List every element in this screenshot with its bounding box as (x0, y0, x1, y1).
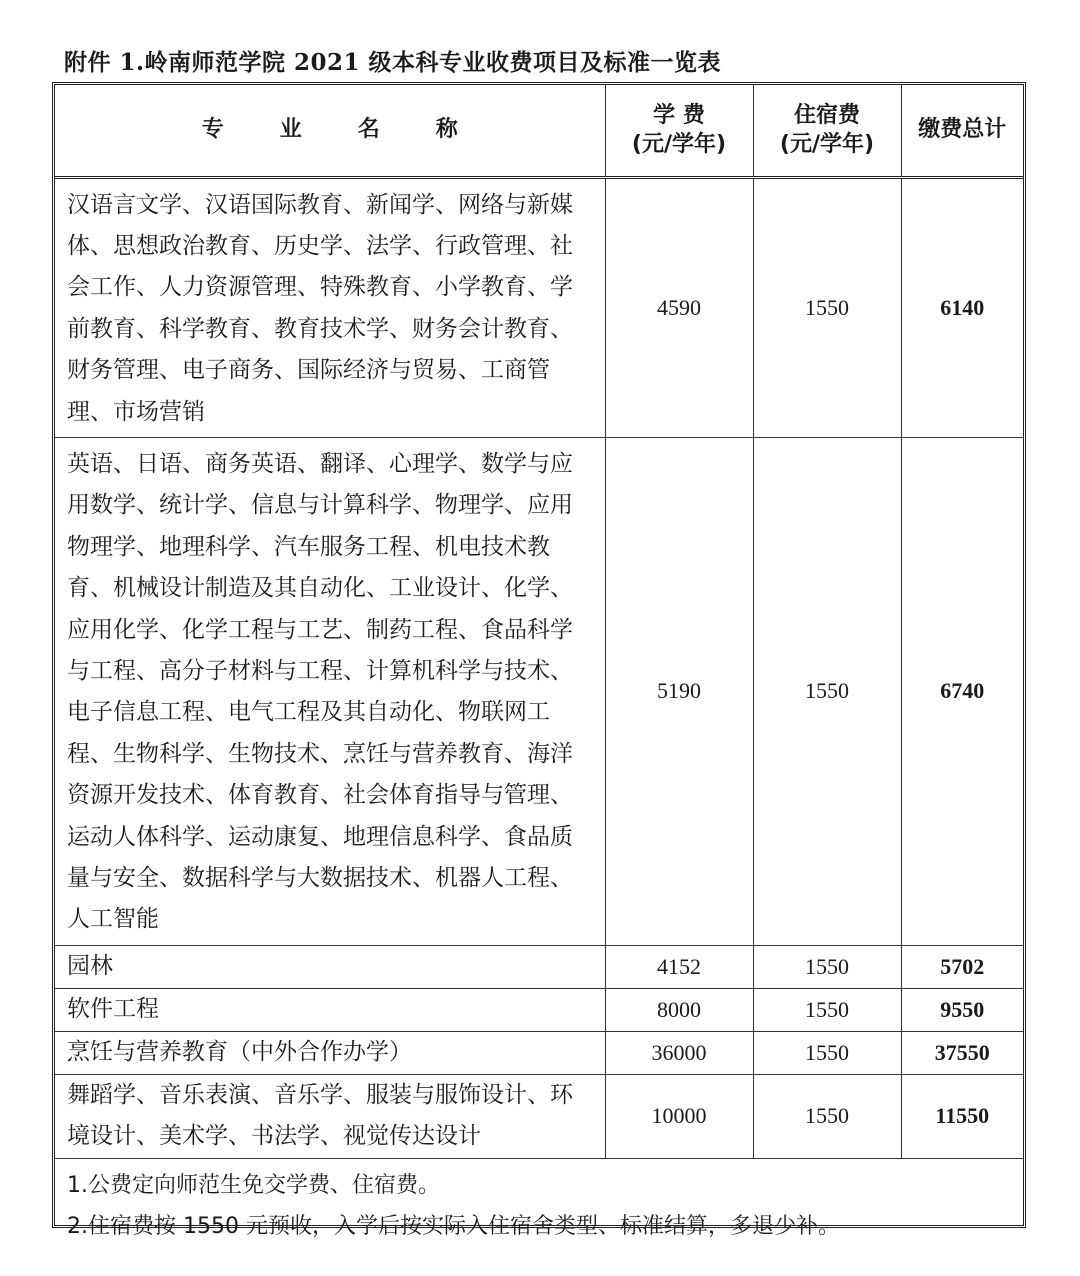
major-list-cell: 园林 (55, 945, 605, 988)
note-2: 2.住宿费按 1550 元预收，入学后按实际入住宿舍类型、标准结算，多退少补。 (67, 1213, 840, 1239)
table-header-row (55, 85, 1023, 177)
major-list-cell: 烹饪与营养教育（中外合作办学） (55, 1031, 605, 1074)
note-1: 1.公费定向师范生免交学费、住宿费。 (67, 1172, 440, 1198)
dorm-fee-cell: 1550 (753, 945, 901, 988)
total-fee-cell: 6740 (901, 437, 1023, 945)
dorm-fee-cell: 1550 (753, 177, 901, 437)
dorm-fee-cell: 1550 (753, 1074, 901, 1158)
notes-row (55, 1158, 1023, 1251)
total-fee-cell: 11550 (901, 1074, 1023, 1158)
header-dorm (753, 85, 901, 177)
tuition-cell: 8000 (605, 988, 753, 1031)
header-major-label: 专业名称 (201, 117, 514, 143)
fee-table-container (52, 82, 1026, 1239)
tuition-cell: 10000 (605, 1074, 753, 1158)
notes-cell (55, 1158, 1023, 1251)
tuition-cell: 4590 (605, 177, 753, 437)
tuition-cell: 5190 (605, 437, 753, 945)
header-tuition-unit: (元/学年) (631, 132, 727, 158)
header-tuition (605, 85, 753, 177)
tuition-cell: 36000 (605, 1031, 753, 1074)
fee-table (55, 85, 1023, 1251)
dorm-fee-cell: 1550 (753, 988, 901, 1031)
tuition-cell: 4152 (605, 945, 753, 988)
table-row (55, 1031, 1023, 1074)
total-fee-cell: 6140 (901, 177, 1023, 437)
major-list-cell: 汉语言文学、汉语国际教育、新闻学、网络与新媒体、思想政治教育、历史学、法学、行政管理、社会工作、人力资源管理、特殊教育、小学教育、学前教育、科学教育、教育技术学、财务会计教育、财务管理、电子商务、国际经济与贸易、工商管理、市场营销 (55, 177, 605, 437)
total-fee-cell: 5702 (901, 945, 1023, 988)
header-major (55, 85, 605, 177)
header-tuition-label: 学 费 (653, 102, 705, 128)
major-list-cell: 英语、日语、商务英语、翻译、心理学、数学与应用数学、统计学、信息与计算科学、物理学、应用物理学、地理科学、汽车服务工程、机电技术教育、机械设计制造及其自动化、工业设计、化学、应用化学、化学工程与工艺、制药工程、食品科学与工程、高分子材料与工程、计算机科学与技术、电子信息工程、电气工程及其自动化、物联网工程、生物科学、生物技术、烹饪与营养教育、海洋资源开发技术、体育教育、社会体育指导与管理、运动人体科学、运动康复、地理信息科学、食品质量与安全、数据科学与大数据技术、机器人工程、人工智能 (55, 437, 605, 945)
table-row (55, 988, 1023, 1031)
header-total-label: 缴费总计 (918, 117, 1007, 143)
header-total (901, 85, 1023, 177)
table-row (55, 177, 1023, 437)
total-fee-cell: 9550 (901, 988, 1023, 1031)
major-list-cell: 舞蹈学、音乐表演、音乐学、服装与服饰设计、环境设计、美术学、书法学、视觉传达设计 (55, 1074, 605, 1158)
total-fee-cell: 37550 (901, 1031, 1023, 1074)
dorm-fee-cell: 1550 (753, 437, 901, 945)
table-row (55, 437, 1023, 945)
header-dorm-label: 住宿费 (793, 102, 860, 128)
header-dorm-unit: (元/学年) (779, 132, 875, 158)
dorm-fee-cell: 1550 (753, 1031, 901, 1074)
document-title: 附件 1.岭南师范学院 2021 级本科专业收费项目及标准一览表 (64, 49, 722, 76)
table-row (55, 945, 1023, 988)
table-row (55, 1074, 1023, 1158)
major-list-cell: 软件工程 (55, 988, 605, 1031)
